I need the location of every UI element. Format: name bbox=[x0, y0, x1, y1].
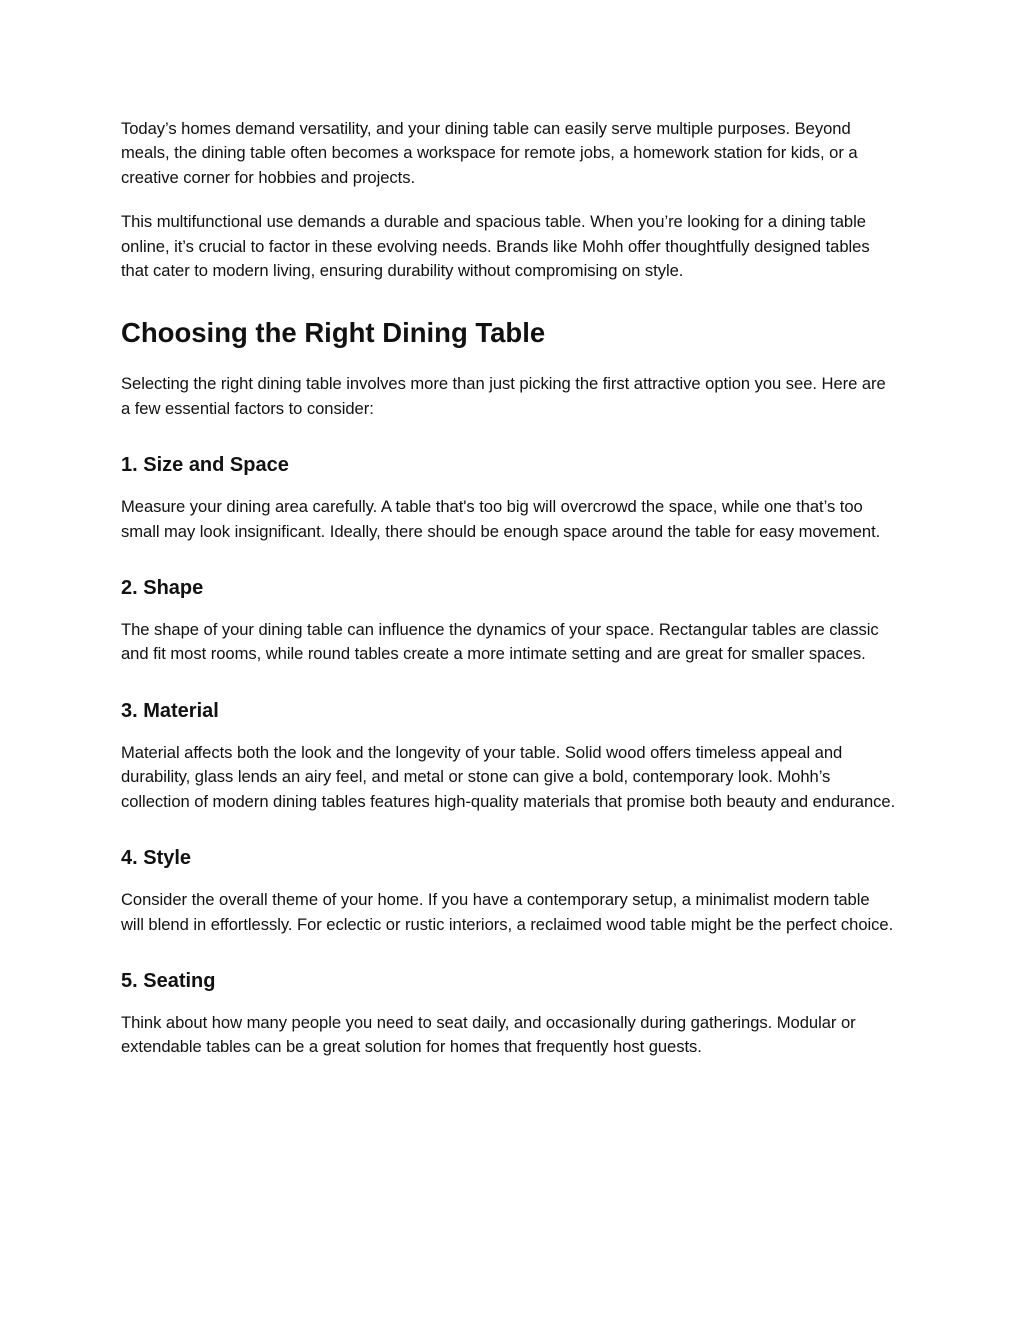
factor-shape bbox=[121, 575, 896, 667]
document-page bbox=[121, 117, 896, 1060]
intro-paragraph-1: Today’s homes demand versatility, and your dining table can easily serve multiple purposes. Beyond meals, the dining table often becomes a workspace for remote jobs, a homework station for kids, or a creative corner for hobbies and projects. bbox=[121, 119, 858, 187]
factor-body: Think about how many people you need to seat daily, and occasionally during gatherings. Modular or extendable tables can be a great solution for homes that frequently host guests. bbox=[121, 1012, 856, 1057]
factor-seating bbox=[121, 968, 896, 1060]
factor-body: Consider the overall theme of your home. If you have a contemporary setup, a minimalist modern table will blend in effortlessly. For eclectic or rustic interiors, a reclaimed wood table might be the perfect choice. bbox=[121, 890, 894, 934]
factor-body: Measure your dining area carefully. A table that's too big will overcrowd the space, while one that’s too small may look insignificant. Ideally, there should be enough space around the table for easy movement. bbox=[121, 497, 881, 541]
factor-heading: 3. Material bbox=[121, 699, 219, 722]
factor-size-and-space bbox=[121, 452, 896, 544]
factor-heading: 1. Size and Space bbox=[121, 454, 289, 477]
factor-material bbox=[121, 698, 896, 814]
factor-body: Material affects both the look and the longevity of your table. Solid wood offers timeless appeal and durability, glass lends an airy feel, and metal or stone can give a bold, contemporary look. Mohh’s collection of modern dining tables features high-quality materials that promise both beauty and endurance. bbox=[121, 742, 896, 811]
factor-style bbox=[121, 845, 896, 937]
intro-paragraph-2: This multifunctional use demands a durable and spacious table. When you’re looking for a dining table online, it’s crucial to factor in these evolving needs. Brands like Mohh offer thoughtfully designed tables that cater to modern living, ensuring durability without compromising on style. bbox=[121, 212, 870, 281]
section-intro-paragraph: Selecting the right dining table involves more than just picking the first attractive option you see. Here are a few essential factors to consider: bbox=[121, 374, 886, 418]
factor-heading: 5. Seating bbox=[121, 969, 216, 992]
factor-heading: 2. Shape bbox=[121, 577, 204, 600]
factor-heading: 4. Style bbox=[121, 847, 192, 870]
factor-body: The shape of your dining table can influence the dynamics of your space. Rectangular tables are classic and fit most rooms, while round tables create a more intimate setting and are great for smaller spaces. bbox=[121, 620, 879, 664]
section-heading: Choosing the Right Dining Table bbox=[121, 317, 546, 349]
